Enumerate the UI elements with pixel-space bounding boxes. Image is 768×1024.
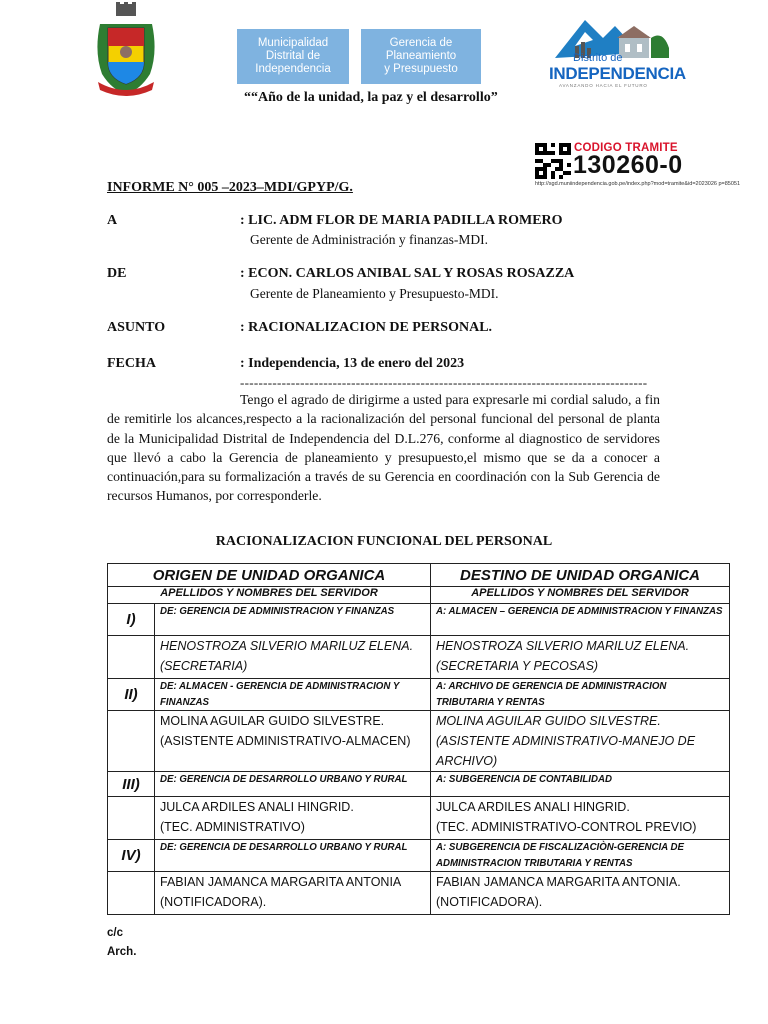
table-row — [108, 872, 730, 915]
table-header-row — [108, 564, 730, 587]
destino-person — [431, 872, 730, 915]
de-label: DE — [107, 266, 127, 281]
col-origen-subheader: APELLIDOS Y NOMBRES DEL SERVIDOR — [108, 587, 431, 604]
logo-text-top: Distrito de — [573, 52, 623, 64]
gerencia-label-box — [361, 29, 481, 84]
row-number: III) — [108, 772, 155, 797]
table-row — [108, 772, 730, 797]
destino-dept: A: SUBGERENCIA DE FISCALIZACIÒN-GERENCIA DE ADMINISTRACION TRIBUTARIA Y RENTAS — [431, 840, 730, 872]
destino-name: FABIAN JAMANCA MARGARITA ANTONIA. — [436, 875, 681, 889]
origen-name: HENOSTROZA SILVERIO MARILUZ ELENA. — [160, 639, 414, 653]
col-destino-subheader: APELLIDOS Y NOMBRES DEL SERVIDOR — [431, 587, 730, 604]
origen-role: (ASISTENTE ADMINISTRATIVO-ALMACEN) — [160, 734, 411, 748]
year-motto: ““Año de la unidad, la paz y el desarrollo” — [244, 90, 498, 105]
tramite-label: CODIGO TRAMITE — [574, 142, 678, 154]
origen-name: JULCA ARDILES ANALI HINGRID. — [160, 800, 354, 814]
origen-person — [155, 797, 431, 840]
origen-role: (NOTIFICADORA). — [160, 895, 267, 909]
gerencia-label: Gerencia de Planeamiento y Presupuesto — [384, 37, 458, 75]
footer-copies — [107, 924, 136, 962]
destino-role: (NOTIFICADORA). — [436, 895, 543, 909]
destino-role: (TEC. ADMINISTRATIVO-CONTROL PREVIO) — [436, 820, 697, 834]
municipalidad-label-box — [237, 29, 349, 84]
cc-label: c/c — [107, 927, 123, 939]
tramite-number: 130260-0 — [573, 151, 683, 179]
table-subheader-row — [108, 587, 730, 604]
qr-code-icon — [535, 143, 571, 179]
origen-person — [155, 636, 431, 679]
logo-text-main: INDEPENDENCIA — [549, 64, 686, 83]
origen-person — [155, 711, 431, 772]
logo-tagline: AVANZANDO HACIA EL FUTURO — [559, 83, 648, 88]
origen-name: FABIAN JAMANCA MARGARITA ANTONIA — [160, 875, 402, 889]
origen-role: (SECRETARIA) — [160, 659, 248, 673]
table-row — [108, 840, 730, 872]
destino-dept: A: ARCHIVO DE GERENCIA DE ADMINISTRACION TRIBUTARIA Y RENTAS — [431, 679, 730, 711]
origen-name: MOLINA AGUILAR GUIDO SILVESTRE. — [160, 714, 385, 728]
table-row — [108, 636, 730, 679]
informe-title: INFORME N° 005 –2023–MDI/GPYP/G. — [107, 180, 353, 195]
fecha-value: : Independencia, 13 de enero del 2023 — [240, 356, 465, 371]
body-paragraph: Tengo el agrado de dirigirme a usted para expresarle mi cordial saludo, a fin de remitirle los alcances,respecto a la racionalización del personal funcional del personal de planta de la Municipalidad Distrital de Independencia del D.L.276, conforme al diagnostico de servidores que llevó a cabo la Gerencia de planeamiento y presupuesto,el mismo que se da a conocer a continuación,para su formalización a través de su Gerencia en coordinación con la Sub Gerencia de recursos Humanos, por corresponderle. — [107, 392, 660, 504]
a-value: : LIC. ADM FLOR DE MARIA PADILLA ROMERO — [240, 213, 563, 228]
municipal-crest-logo — [92, 2, 160, 102]
row-number: II) — [108, 679, 155, 711]
asunto-label: ASUNTO — [107, 320, 166, 335]
destino-name: HENOSTROZA SILVERIO MARILUZ ELENA. — [436, 639, 690, 653]
fecha-label: FECHA — [107, 356, 156, 371]
table-title-text: RACIONALIZACION FUNCIONAL DEL PERSONAL — [215, 534, 553, 549]
municipalidad-label: Municipalidad Distrital de Independencia — [255, 37, 331, 75]
destino-name: MOLINA AGUILAR GUIDO SILVESTRE. — [436, 714, 661, 728]
table-row — [108, 604, 730, 636]
row-number: IV) — [108, 840, 155, 872]
destino-person — [431, 797, 730, 840]
destino-person — [431, 711, 730, 772]
table-row — [108, 711, 730, 772]
arch-label: Arch. — [107, 946, 137, 958]
col-origen-header: ORIGEN DE UNIDAD ORGANICA — [108, 564, 431, 587]
de-value: : ECON. CARLOS ANIBAL SAL Y ROSAS ROSAZZA — [240, 266, 575, 281]
row-number: I) — [108, 604, 155, 636]
origen-role: (TEC. ADMINISTRATIVO) — [160, 820, 305, 834]
destino-person — [431, 636, 730, 679]
table-row — [108, 679, 730, 711]
a-subtitle: Gerente de Administración y finanzas-MDI. — [250, 232, 489, 247]
origen-person — [155, 872, 431, 915]
destino-dept: A: ALMACEN – GERENCIA DE ADMINISTRACION Y FINANZAS — [431, 604, 730, 636]
personnel-table — [107, 563, 730, 915]
a-label: A — [107, 213, 118, 228]
de-subtitle: Gerente de Planeamiento y Presupuesto-MDI. — [250, 286, 499, 301]
table-title — [0, 534, 768, 550]
col-destino-header: DESTINO DE UNIDAD ORGANICA — [431, 564, 730, 587]
asunto-value: : RACIONALIZACION DE PERSONAL. — [240, 320, 493, 335]
origen-dept: DE: ALMACEN - GERENCIA DE ADMINISTRACION Y FINANZAS — [155, 679, 431, 711]
destino-name: JULCA ARDILES ANALI HINGRID. — [436, 800, 630, 814]
origen-dept: DE: GERENCIA DE DESARROLLO URBANO Y RURAL — [155, 772, 431, 797]
origen-dept: DE: GERENCIA DE DESARROLLO URBANO Y RURAL — [155, 840, 431, 872]
destino-dept: A: SUBGERENCIA DE CONTABILIDAD — [431, 772, 730, 797]
distrito-independencia-logo — [545, 8, 686, 98]
separator-dashes: ---------------------------------------------------------------------------------------- — [240, 375, 648, 390]
destino-role: (SECRETARIA Y PECOSAS) — [436, 659, 599, 673]
destino-role: (ASISTENTE ADMINISTRATIVO-MANEJO DE ARCHIVO) — [436, 734, 696, 768]
tramite-url: http://sgd.muniindependencia.gob.pe/index.php?mod=tramite&id=2023026 p=85051 — [535, 181, 741, 187]
table-row — [108, 797, 730, 840]
origen-dept: DE: GERENCIA DE ADMINISTRACION Y FINANZAS — [155, 604, 431, 636]
